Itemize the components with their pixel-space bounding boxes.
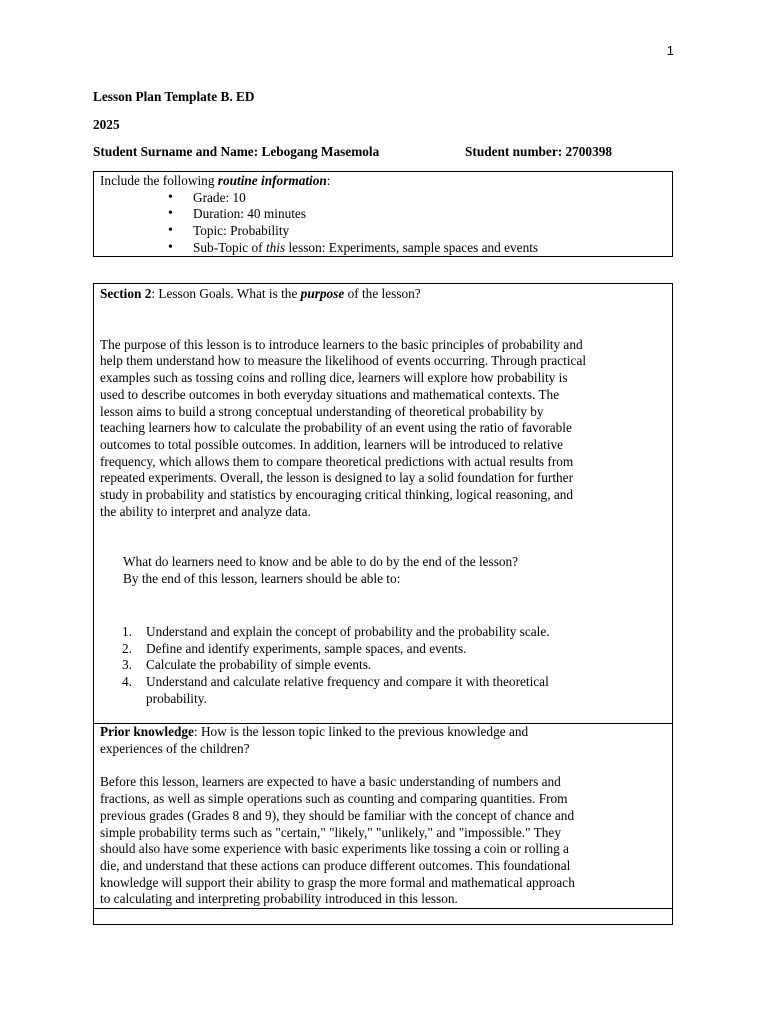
list-item-subtopic: • Sub-Topic of this lesson: Experiments, sample spaces and events — [100, 240, 666, 257]
list-item: • Topic: Probability — [100, 223, 666, 240]
prior-knowledge-cell — [94, 723, 672, 908]
page-number: 1 — [666, 43, 674, 58]
list-item: 4. Understand and calculate relative frequency and compare it with theoretical probability. — [122, 673, 549, 706]
goals-list — [100, 624, 666, 708]
list-item: 2. Define and identify experiments, sample spaces, and events. — [122, 640, 467, 656]
routine-list — [100, 190, 666, 257]
list-item: 3. Calculate the probability of simple events. — [122, 657, 372, 673]
empty-row — [94, 908, 672, 925]
goals-question-block — [100, 554, 666, 587]
purpose-paragraph: The purpose of this lesson is to introduce learners to the basic principles of probability and help them understand how to measure the likelihood of events occurring. Through practical examples such as tossing coins and rolling dice, learners will explore how probability is used to describe outcomes in both everyday situations and mathematical contexts. The lesson aims to build a strong conceptual understanding of theoretical probability by teaching learners how to calculate the probability of an event using the ratio of favorable outcomes to total possible outcomes. In addition, learners will be introduced to relative frequency, which allows them to compare theoretical predictions with actual results from repeated experiments. Overall, the lesson is designed to lay a solid foundation for further study in probability and statistics by encouraging critical thinking, logical reasoning, and the ability to interpret and analyze data. — [100, 336, 587, 519]
student-number: Student number: 2700398 — [465, 144, 613, 159]
routine-info-box — [93, 171, 673, 257]
prior-heading: Prior knowledge: How is the lesson topic linked to the previous knowledge and experiences of the children? — [100, 724, 529, 756]
student-name: Student Surname and Name: Lebogang Masemola — [93, 144, 380, 159]
list-item: • Grade: 10 — [100, 190, 666, 207]
section2-heading: Section 2: Lesson Goals. What is the purpose of the lesson? — [100, 286, 421, 301]
routine-intro: Include the following routine information: — [100, 173, 331, 188]
lesson-table — [93, 283, 673, 925]
section2-cell — [94, 284, 672, 723]
goals-lead-in: By the end of this lesson, learners should be able to: — [123, 571, 401, 587]
year: 2025 — [93, 117, 120, 132]
list-item: • Duration: 40 minutes — [100, 206, 666, 223]
template-title: Lesson Plan Template B. ED — [93, 89, 255, 104]
prior-paragraph: Before this lesson, learners are expected to have a basic understanding of numbers and fractions, as well as simple operations such as counting and comparing quantities. From previous grades (Grades 8 and 9), they should be familiar with the concept of chance and simple probability terms such as "certain," "likely," "unlikely," and "impossible." They should also have some experience with basic experiments like tossing a coin or rolling a die, and understand that these actions can produce different outcomes. This foundational knowledge will support their ability to grasp the more formal and mathematical approach to calculating and interpreting probability introduced in this lesson. — [100, 774, 575, 907]
list-item: 1. Understand and explain the concept of probability and the probability scale. — [122, 623, 550, 639]
goals-question: What do learners need to know and be able to do by the end of the lesson? — [123, 554, 519, 570]
